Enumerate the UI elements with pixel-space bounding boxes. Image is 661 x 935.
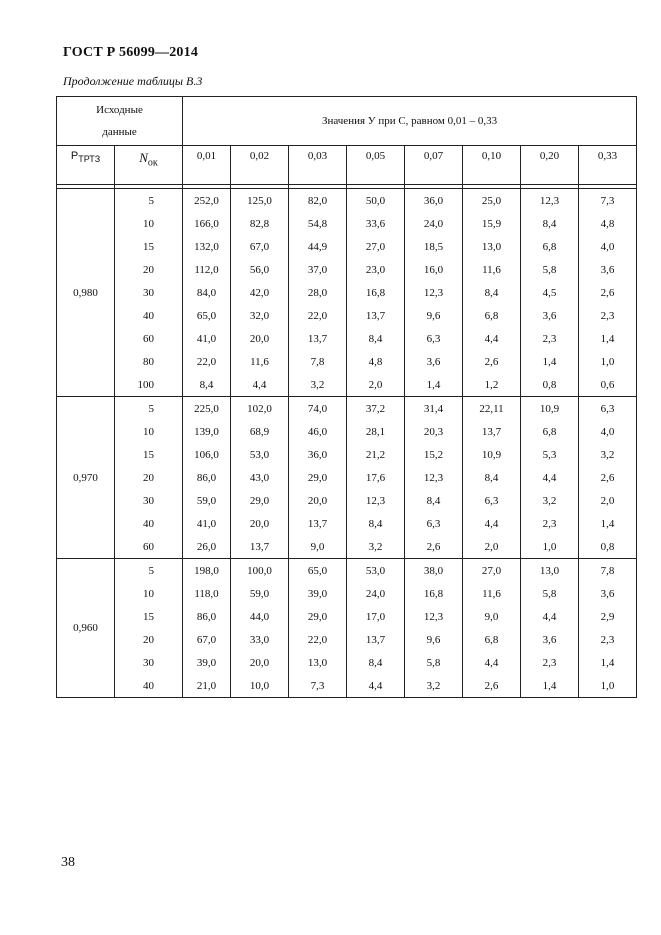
p-value-cell: 0,980 (57, 189, 115, 397)
value-cell: 13,7 (347, 304, 405, 327)
table-row (57, 443, 637, 466)
value-cell: 36,0 (405, 189, 463, 213)
value-cell: 13,0 (463, 235, 521, 258)
value-cell: 13,7 (463, 420, 521, 443)
source-data-header: Исходные данные (57, 97, 183, 146)
table-row (57, 628, 637, 651)
value-cell: 23,0 (347, 258, 405, 281)
value-cell: 20,0 (231, 327, 289, 350)
value-cell: 4,4 (231, 373, 289, 397)
table-row (57, 281, 637, 304)
value-cell: 16,8 (347, 281, 405, 304)
value-cell: 102,0 (231, 397, 289, 421)
value-cell: 125,0 (231, 189, 289, 213)
document-code: ГОСТ Р 56099—2014 (63, 45, 199, 60)
value-cell: 65,0 (183, 304, 231, 327)
table-row (57, 397, 637, 421)
table-row (57, 212, 637, 235)
value-cell: 20,3 (405, 420, 463, 443)
value-cell: 13,7 (347, 628, 405, 651)
value-cell: 22,0 (289, 628, 347, 651)
c-value-header: 0,02 (231, 146, 289, 185)
value-cell: 12,3 (405, 281, 463, 304)
value-cell: 21,0 (183, 674, 231, 698)
value-cell: 29,0 (231, 489, 289, 512)
n-value-cell: 100 (115, 373, 183, 397)
value-cell: 8,4 (521, 212, 579, 235)
value-cell: 37,2 (347, 397, 405, 421)
value-cell: 67,0 (231, 235, 289, 258)
value-cell: 15,9 (463, 212, 521, 235)
table-row (57, 327, 637, 350)
value-cell: 2,0 (579, 489, 637, 512)
value-cell: 13,7 (289, 327, 347, 350)
table-row (57, 651, 637, 674)
value-cell: 100,0 (231, 559, 289, 583)
value-cell: 59,0 (183, 489, 231, 512)
n-value-cell: 10 (115, 212, 183, 235)
value-cell: 4,0 (579, 235, 637, 258)
n-value-cell: 10 (115, 420, 183, 443)
c-value-header: 0,07 (405, 146, 463, 185)
value-cell: 54,8 (289, 212, 347, 235)
value-cell: 8,4 (347, 327, 405, 350)
value-cell: 7,3 (579, 189, 637, 213)
value-cell: 2,6 (579, 281, 637, 304)
n-value-cell: 40 (115, 512, 183, 535)
c-value-header: 0,05 (347, 146, 405, 185)
value-cell: 20,0 (289, 489, 347, 512)
value-cell: 1,4 (579, 651, 637, 674)
value-cell: 39,0 (289, 582, 347, 605)
value-cell: 9,6 (405, 304, 463, 327)
value-cell: 6,3 (579, 397, 637, 421)
value-cell: 1,4 (521, 674, 579, 698)
value-cell: 17,0 (347, 605, 405, 628)
value-cell: 38,0 (405, 559, 463, 583)
value-cell: 1,0 (579, 674, 637, 698)
value-cell: 1,4 (521, 350, 579, 373)
value-cell: 139,0 (183, 420, 231, 443)
value-cell: 1,0 (579, 350, 637, 373)
values-table (56, 96, 637, 698)
value-cell: 27,0 (347, 235, 405, 258)
value-cell: 11,6 (231, 350, 289, 373)
value-cell: 44,0 (231, 605, 289, 628)
value-cell: 29,0 (289, 605, 347, 628)
value-cell: 4,4 (463, 651, 521, 674)
value-cell: 3,2 (347, 535, 405, 559)
value-cell: 6,8 (463, 628, 521, 651)
value-cell: 2,6 (405, 535, 463, 559)
n-value-cell: 30 (115, 281, 183, 304)
value-cell: 59,0 (231, 582, 289, 605)
n-value-cell: 80 (115, 350, 183, 373)
value-cell: 6,3 (463, 489, 521, 512)
value-cell: 11,6 (463, 258, 521, 281)
value-cell: 13,0 (521, 559, 579, 583)
table-row (57, 466, 637, 489)
value-cell: 8,4 (183, 373, 231, 397)
value-cell: 5,8 (521, 258, 579, 281)
table-row (57, 674, 637, 698)
n-value-cell: 60 (115, 535, 183, 559)
table-row (57, 189, 637, 213)
value-cell: 4,5 (521, 281, 579, 304)
value-cell: 2,6 (463, 350, 521, 373)
value-cell: 12,3 (405, 466, 463, 489)
value-cell: 2,0 (463, 535, 521, 559)
value-cell: 21,2 (347, 443, 405, 466)
value-cell: 3,6 (579, 582, 637, 605)
value-cell: 12,3 (347, 489, 405, 512)
value-cell: 2,3 (579, 628, 637, 651)
c-value-header: 0,10 (463, 146, 521, 185)
value-cell: 82,8 (231, 212, 289, 235)
value-cell: 3,6 (405, 350, 463, 373)
table-row (57, 582, 637, 605)
value-cell: 8,4 (347, 512, 405, 535)
page-number: 38 (61, 855, 75, 870)
n-value-cell: 20 (115, 628, 183, 651)
n-value-cell: 15 (115, 235, 183, 258)
value-cell: 5,8 (405, 651, 463, 674)
p-value-cell: 0,960 (57, 559, 115, 698)
value-cell: 1,4 (405, 373, 463, 397)
value-cell: 9,0 (289, 535, 347, 559)
value-cell: 67,0 (183, 628, 231, 651)
value-cell: 112,0 (183, 258, 231, 281)
value-cell: 6,8 (521, 235, 579, 258)
value-cell: 16,0 (405, 258, 463, 281)
value-cell: 0,8 (521, 373, 579, 397)
table-row (57, 535, 637, 559)
values-header: Значения У при С, равном 0,01 – 0,33 (183, 97, 637, 146)
table-row (57, 605, 637, 628)
value-cell: 26,0 (183, 535, 231, 559)
c-value-header: 0,33 (579, 146, 637, 185)
table-row (57, 489, 637, 512)
value-cell: 7,8 (289, 350, 347, 373)
value-cell: 15,2 (405, 443, 463, 466)
n-value-cell: 15 (115, 605, 183, 628)
value-cell: 106,0 (183, 443, 231, 466)
value-cell: 28,1 (347, 420, 405, 443)
value-cell: 53,0 (347, 559, 405, 583)
value-cell: 2,6 (463, 674, 521, 698)
value-cell: 86,0 (183, 605, 231, 628)
c-value-header: 0,01 (183, 146, 231, 185)
value-cell: 118,0 (183, 582, 231, 605)
value-cell: 2,3 (521, 327, 579, 350)
value-cell: 29,0 (289, 466, 347, 489)
n-value-cell: 40 (115, 304, 183, 327)
value-cell: 41,0 (183, 512, 231, 535)
value-cell: 3,2 (405, 674, 463, 698)
value-cell: 0,6 (579, 373, 637, 397)
n-value-cell: 5 (115, 559, 183, 583)
value-cell: 33,0 (231, 628, 289, 651)
value-cell: 41,0 (183, 327, 231, 350)
value-cell: 3,2 (579, 443, 637, 466)
value-cell: 50,0 (347, 189, 405, 213)
value-cell: 42,0 (231, 281, 289, 304)
n-value-cell: 30 (115, 651, 183, 674)
value-cell: 24,0 (405, 212, 463, 235)
value-cell: 1,0 (521, 535, 579, 559)
value-cell: 12,3 (521, 189, 579, 213)
value-cell: 2,9 (579, 605, 637, 628)
value-cell: 6,3 (405, 512, 463, 535)
value-cell: 11,6 (463, 582, 521, 605)
n-value-cell: 40 (115, 674, 183, 698)
value-cell: 43,0 (231, 466, 289, 489)
value-cell: 33,6 (347, 212, 405, 235)
n-value-cell: 20 (115, 258, 183, 281)
value-cell: 86,0 (183, 466, 231, 489)
value-cell: 4,4 (521, 605, 579, 628)
value-cell: 225,0 (183, 397, 231, 421)
value-cell: 39,0 (183, 651, 231, 674)
n-value-cell: 15 (115, 443, 183, 466)
n-column-header: $N_{ок}$ (115, 146, 183, 185)
n-value-cell: 10 (115, 582, 183, 605)
value-cell: 2,0 (347, 373, 405, 397)
value-cell: 17,6 (347, 466, 405, 489)
value-cell: 2,3 (521, 512, 579, 535)
value-cell: 6,8 (521, 420, 579, 443)
value-cell: 56,0 (231, 258, 289, 281)
table-caption: Продолжение таблицы В.3 (63, 74, 203, 88)
value-cell: 10,9 (521, 397, 579, 421)
value-cell: 12,3 (405, 605, 463, 628)
value-cell: 166,0 (183, 212, 231, 235)
value-cell: 5,8 (521, 582, 579, 605)
value-cell: 22,0 (183, 350, 231, 373)
n-value-cell: 60 (115, 327, 183, 350)
table-row (57, 235, 637, 258)
value-cell: 0,8 (579, 535, 637, 559)
value-cell: 16,8 (405, 582, 463, 605)
table-row (57, 304, 637, 327)
value-cell: 68,9 (231, 420, 289, 443)
value-cell: 10,9 (463, 443, 521, 466)
value-cell: 74,0 (289, 397, 347, 421)
value-cell: 252,0 (183, 189, 231, 213)
table-row (57, 258, 637, 281)
value-cell: 25,0 (463, 189, 521, 213)
value-cell: 1,4 (579, 327, 637, 350)
value-cell: 22,11 (463, 397, 521, 421)
value-cell: 6,8 (463, 304, 521, 327)
value-cell: 20,0 (231, 651, 289, 674)
value-cell: 198,0 (183, 559, 231, 583)
value-cell: 4,0 (579, 420, 637, 443)
value-cell: 2,3 (521, 651, 579, 674)
p-value-cell: 0,970 (57, 397, 115, 559)
value-cell: 9,6 (405, 628, 463, 651)
n-value-cell: 5 (115, 189, 183, 213)
value-cell: 18,5 (405, 235, 463, 258)
table-row (57, 350, 637, 373)
value-cell: 28,0 (289, 281, 347, 304)
value-cell: 20,0 (231, 512, 289, 535)
value-cell: 84,0 (183, 281, 231, 304)
value-cell: 27,0 (463, 559, 521, 583)
value-cell: 65,0 (289, 559, 347, 583)
value-cell: 8,4 (347, 651, 405, 674)
value-cell: 2,3 (579, 304, 637, 327)
value-cell: 4,4 (521, 466, 579, 489)
value-cell: 13,7 (289, 512, 347, 535)
value-cell: 8,4 (463, 281, 521, 304)
value-cell: 3,2 (289, 373, 347, 397)
value-cell: 46,0 (289, 420, 347, 443)
value-cell: 37,0 (289, 258, 347, 281)
value-cell: 3,6 (521, 628, 579, 651)
value-cell: 2,6 (579, 466, 637, 489)
value-cell: 36,0 (289, 443, 347, 466)
value-cell: 32,0 (231, 304, 289, 327)
value-cell: 82,0 (289, 189, 347, 213)
table-row (57, 420, 637, 443)
value-cell: 7,8 (579, 559, 637, 583)
value-cell: 53,0 (231, 443, 289, 466)
c-value-header: 0,20 (521, 146, 579, 185)
value-cell: 4,8 (347, 350, 405, 373)
value-cell: 9,0 (463, 605, 521, 628)
table-row (57, 512, 637, 535)
value-cell: 8,4 (405, 489, 463, 512)
value-cell: 3,6 (521, 304, 579, 327)
value-cell: 6,3 (405, 327, 463, 350)
value-cell: 10,0 (231, 674, 289, 698)
n-value-cell: 30 (115, 489, 183, 512)
value-cell: 1,2 (463, 373, 521, 397)
value-cell: 24,0 (347, 582, 405, 605)
value-cell: 13,7 (231, 535, 289, 559)
n-value-cell: 20 (115, 466, 183, 489)
value-cell: 5,3 (521, 443, 579, 466)
value-cell: 4,4 (347, 674, 405, 698)
p-column-header: $P_{ТРТЗ}$ (57, 146, 115, 185)
value-cell: 13,0 (289, 651, 347, 674)
table-row (57, 559, 637, 583)
value-cell: 8,4 (463, 466, 521, 489)
value-cell: 4,4 (463, 327, 521, 350)
value-cell: 4,4 (463, 512, 521, 535)
value-cell: 22,0 (289, 304, 347, 327)
value-cell: 3,2 (521, 489, 579, 512)
value-cell: 7,3 (289, 674, 347, 698)
value-cell: 132,0 (183, 235, 231, 258)
value-cell: 4,8 (579, 212, 637, 235)
value-cell: 31,4 (405, 397, 463, 421)
value-cell: 3,6 (579, 258, 637, 281)
value-cell: 1,4 (579, 512, 637, 535)
n-value-cell: 5 (115, 397, 183, 421)
table-row (57, 373, 637, 397)
c-value-header: 0,03 (289, 146, 347, 185)
value-cell: 44,9 (289, 235, 347, 258)
